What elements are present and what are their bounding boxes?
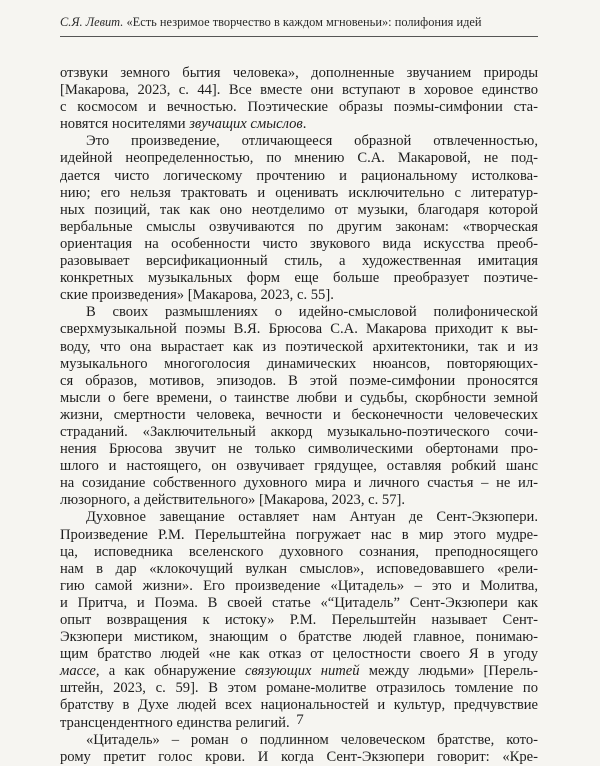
text-line: музыкального многоголосия динамических нюансов, повторяющих- (60, 355, 538, 372)
text-line: отзвуки земного бытия человека», дополненные звучанием природы (60, 65, 538, 81)
text-run: между людьми» [Перель- (359, 663, 539, 680)
text-line: ориентация на особенности чисто звукового вида искусства преоб- (60, 235, 538, 252)
text-line (60, 663, 538, 680)
text-run: . (302, 116, 307, 133)
text-line: вербальные смыслы озвучиваются по другим законам: «творческая (60, 218, 538, 235)
text-line: В своих размышлениях о идейно-смысловой полифонической (86, 304, 538, 321)
text-line: штейн, 2023, с. 59]. В этом романе-молитве отразилось томление по (60, 680, 538, 697)
italic-phrase: связующих нитей (244, 663, 360, 680)
paragraph (60, 133, 538, 304)
text-line: идейной неопределенностью, по мнению С.А. Макаровой, не под- (60, 150, 538, 167)
header-author: С.Я. Левит. (60, 15, 124, 29)
text-line: Духовное завещание оставляет нам Антуан де Сент-Экзюпери. (86, 509, 538, 526)
paragraph (60, 65, 538, 133)
text-line: и Притча, и Поэма. В своей статье «“Цитадель” Сент-Экзюпери как (60, 594, 538, 611)
text-line: щим братство людей «не как отказ от целостности своего Я в угоду (60, 646, 538, 663)
header-title: «Есть незримое творчество в каждом мгновеньи»: полифония идей (126, 15, 482, 29)
text-line: с космосом и вечностью. Поэтические образы поэмы-симфонии ста- (60, 99, 538, 116)
page-number: 7 (296, 712, 304, 728)
text-run: новятся носителями (60, 116, 190, 133)
text-line: ские произведения» [Макарова, 2023, с. 55]. (60, 287, 334, 304)
text-line: мысли о беге времени, о таинстве любви и судьбы, скорбности земной (60, 389, 538, 406)
text-line: ся образов, мотивов, эпизодов. В этой поэме-симфонии проносятся (60, 372, 538, 389)
text-line: Экзюпери мистиком, знающим о братстве людей главное, понимаю- (60, 629, 538, 646)
text-line: ных позиций, так как оно неотделимо от музыки, благодаря которой (60, 201, 538, 218)
text-line: дается чисто логическому прочтению и рациональному истолкова- (60, 167, 538, 184)
text-line: разовывает версификационный стиль, а художественная имитация (60, 253, 538, 270)
text-line: рому претит голос крови. И когда Сент-Экзюпери говорит: «Кре- (60, 748, 538, 765)
paragraph (60, 304, 538, 509)
text-line: опыт возвращения к истоку» Р.М. Перельштейн называет Сент- (60, 612, 538, 628)
text-line: шлого и настоящего, он озвучивает грядущее, оставляя робкий шанс (60, 458, 538, 475)
text-line: нию; его нельзя трактовать и оценивать исключительно с литератур- (60, 184, 538, 201)
text-line: гию самой жизни». Его произведение «Цитадель» – это и Молитва, (60, 577, 538, 594)
text-line: «Цитадель» – роман о подлинном человеческом братстве, кото- (86, 731, 538, 748)
text-line: Это произведение, отличающееся образной отвлеченностью, (86, 133, 538, 150)
text-line: на созидание собственного духовного мира и личного счастья – не ил- (60, 475, 538, 492)
text-line: люзорного, а действительного» [Макарова, 2023, с. 57]. (60, 492, 406, 509)
text-line: жизни, смертности человека, вечности и бесконечности человеческих (60, 406, 538, 423)
italic-phrase: массе (60, 663, 96, 680)
paragraph (60, 732, 538, 766)
running-head (60, 14, 538, 30)
text-line: страданий. «Заключительный аккорд музыкально-поэтического сочи- (60, 423, 538, 440)
italic-phrase: звучащих смыслов (189, 116, 303, 133)
header-rule (60, 36, 538, 37)
paragraph (60, 509, 538, 731)
text-line: братству в Духе людей всех национальностей и культур, предчувствие (60, 697, 538, 714)
text-line: нам в дар «клокочущий вулкан смыслов», исповедовавшего «рели- (60, 560, 538, 577)
text-line: трансцендентного единства религий. (60, 714, 290, 731)
text-line: [Макарова, 2023, с. 44]. Все вместе они вступают в хоровое единство (60, 82, 538, 99)
text-line: Произведение Р.М. Перельштейна погружает нас в мир этого мудре- (60, 526, 538, 543)
text-line: конкретных музыкальных форм еще больше преобразует поэтиче- (60, 270, 538, 287)
text-line: нения Брюсова звучит не только символическими обертонами про- (60, 441, 538, 458)
body-text (60, 65, 538, 766)
text-line (60, 116, 538, 133)
text-line: воду, что она вырастает как из поэтической архитектоники, так и из (60, 338, 538, 355)
text-line: сверхмузыкальной поэмы В.Я. Брюсова С.А. Макарова приходит к вы- (60, 321, 538, 338)
text-line: ца, исповедника вселенского духовного сознания, преподносящего (60, 543, 538, 560)
text-run: , а как обнаружение (95, 663, 245, 680)
